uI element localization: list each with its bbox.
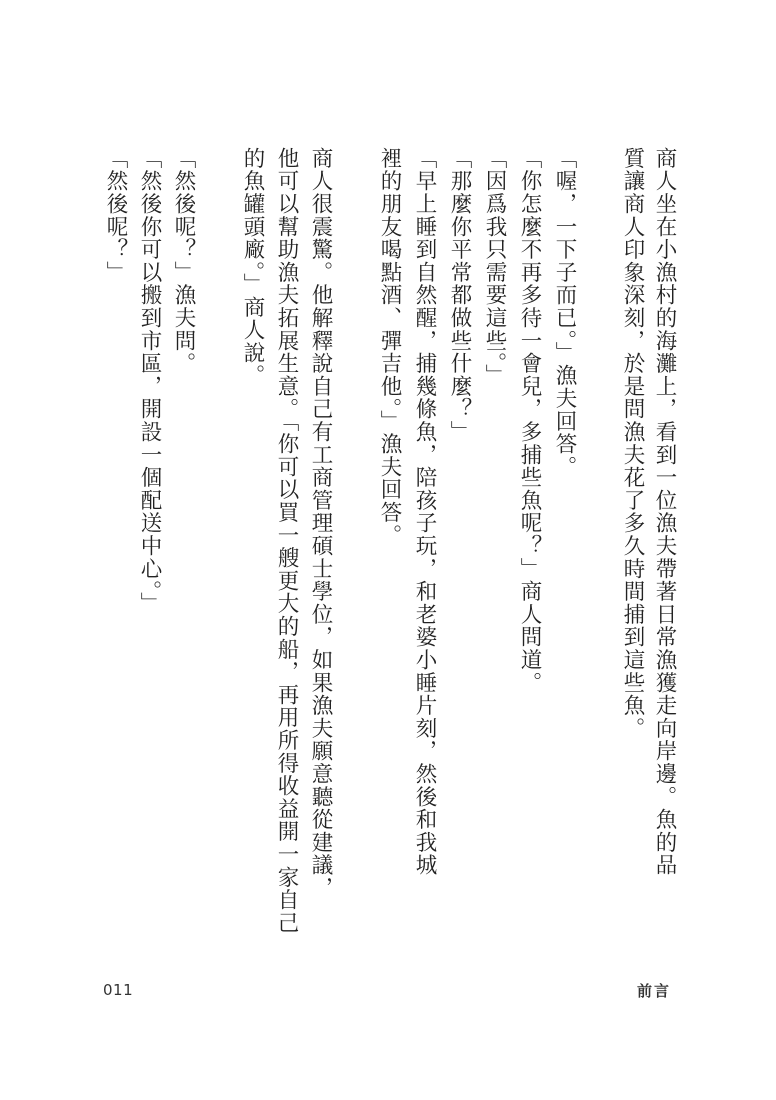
text-column: 他可以幫助漁夫拓展生意。「你可以買一艘更大的船，再用所得收益開一家自己 bbox=[274, 147, 299, 935]
text-column: 「那麼你平常都做些什麼？」 bbox=[447, 147, 472, 444]
text-column: 商人很震驚。他解釋說自己有工商管理碩士學位，如果漁夫願意聽從建議， bbox=[308, 147, 333, 900]
text-column: 質讓商人印象深刻，於是問漁夫花了多久時間捕到這些魚。 bbox=[620, 147, 645, 740]
text-column: 「然後呢？」漁夫問。 bbox=[171, 147, 196, 375]
text-column: 「因爲我只需要這些。」 bbox=[482, 147, 507, 388]
text-column: 「然後你可以搬到市區，開設一個配送中心。」 bbox=[137, 147, 162, 616]
text-column: 「早上睡到自然醒，捕幾條魚，陪孩子玩，和老婆小睡片刻，然後和我城 bbox=[412, 147, 437, 877]
page-number: 011 bbox=[103, 981, 134, 999]
text-column: 的魚罐頭廠。」商人說。 bbox=[240, 147, 265, 388]
text-column: 「然後呢？」 bbox=[103, 147, 128, 284]
text-column: 「你怎麼不再多待一會兒，多捕些魚呢？」商人問道。 bbox=[517, 147, 542, 695]
text-column: 裡的朋友喝點酒、彈吉他。」漁夫回答。 bbox=[377, 147, 402, 547]
running-header-section-title: 前言 bbox=[637, 982, 672, 1000]
text-column: 商人坐在小漁村的海灘上，看到一位漁夫帶著日常漁獲走向岸邊。魚的品 bbox=[652, 147, 677, 877]
text-column: 「喔，一下子而已。」漁夫回答。 bbox=[552, 147, 577, 479]
